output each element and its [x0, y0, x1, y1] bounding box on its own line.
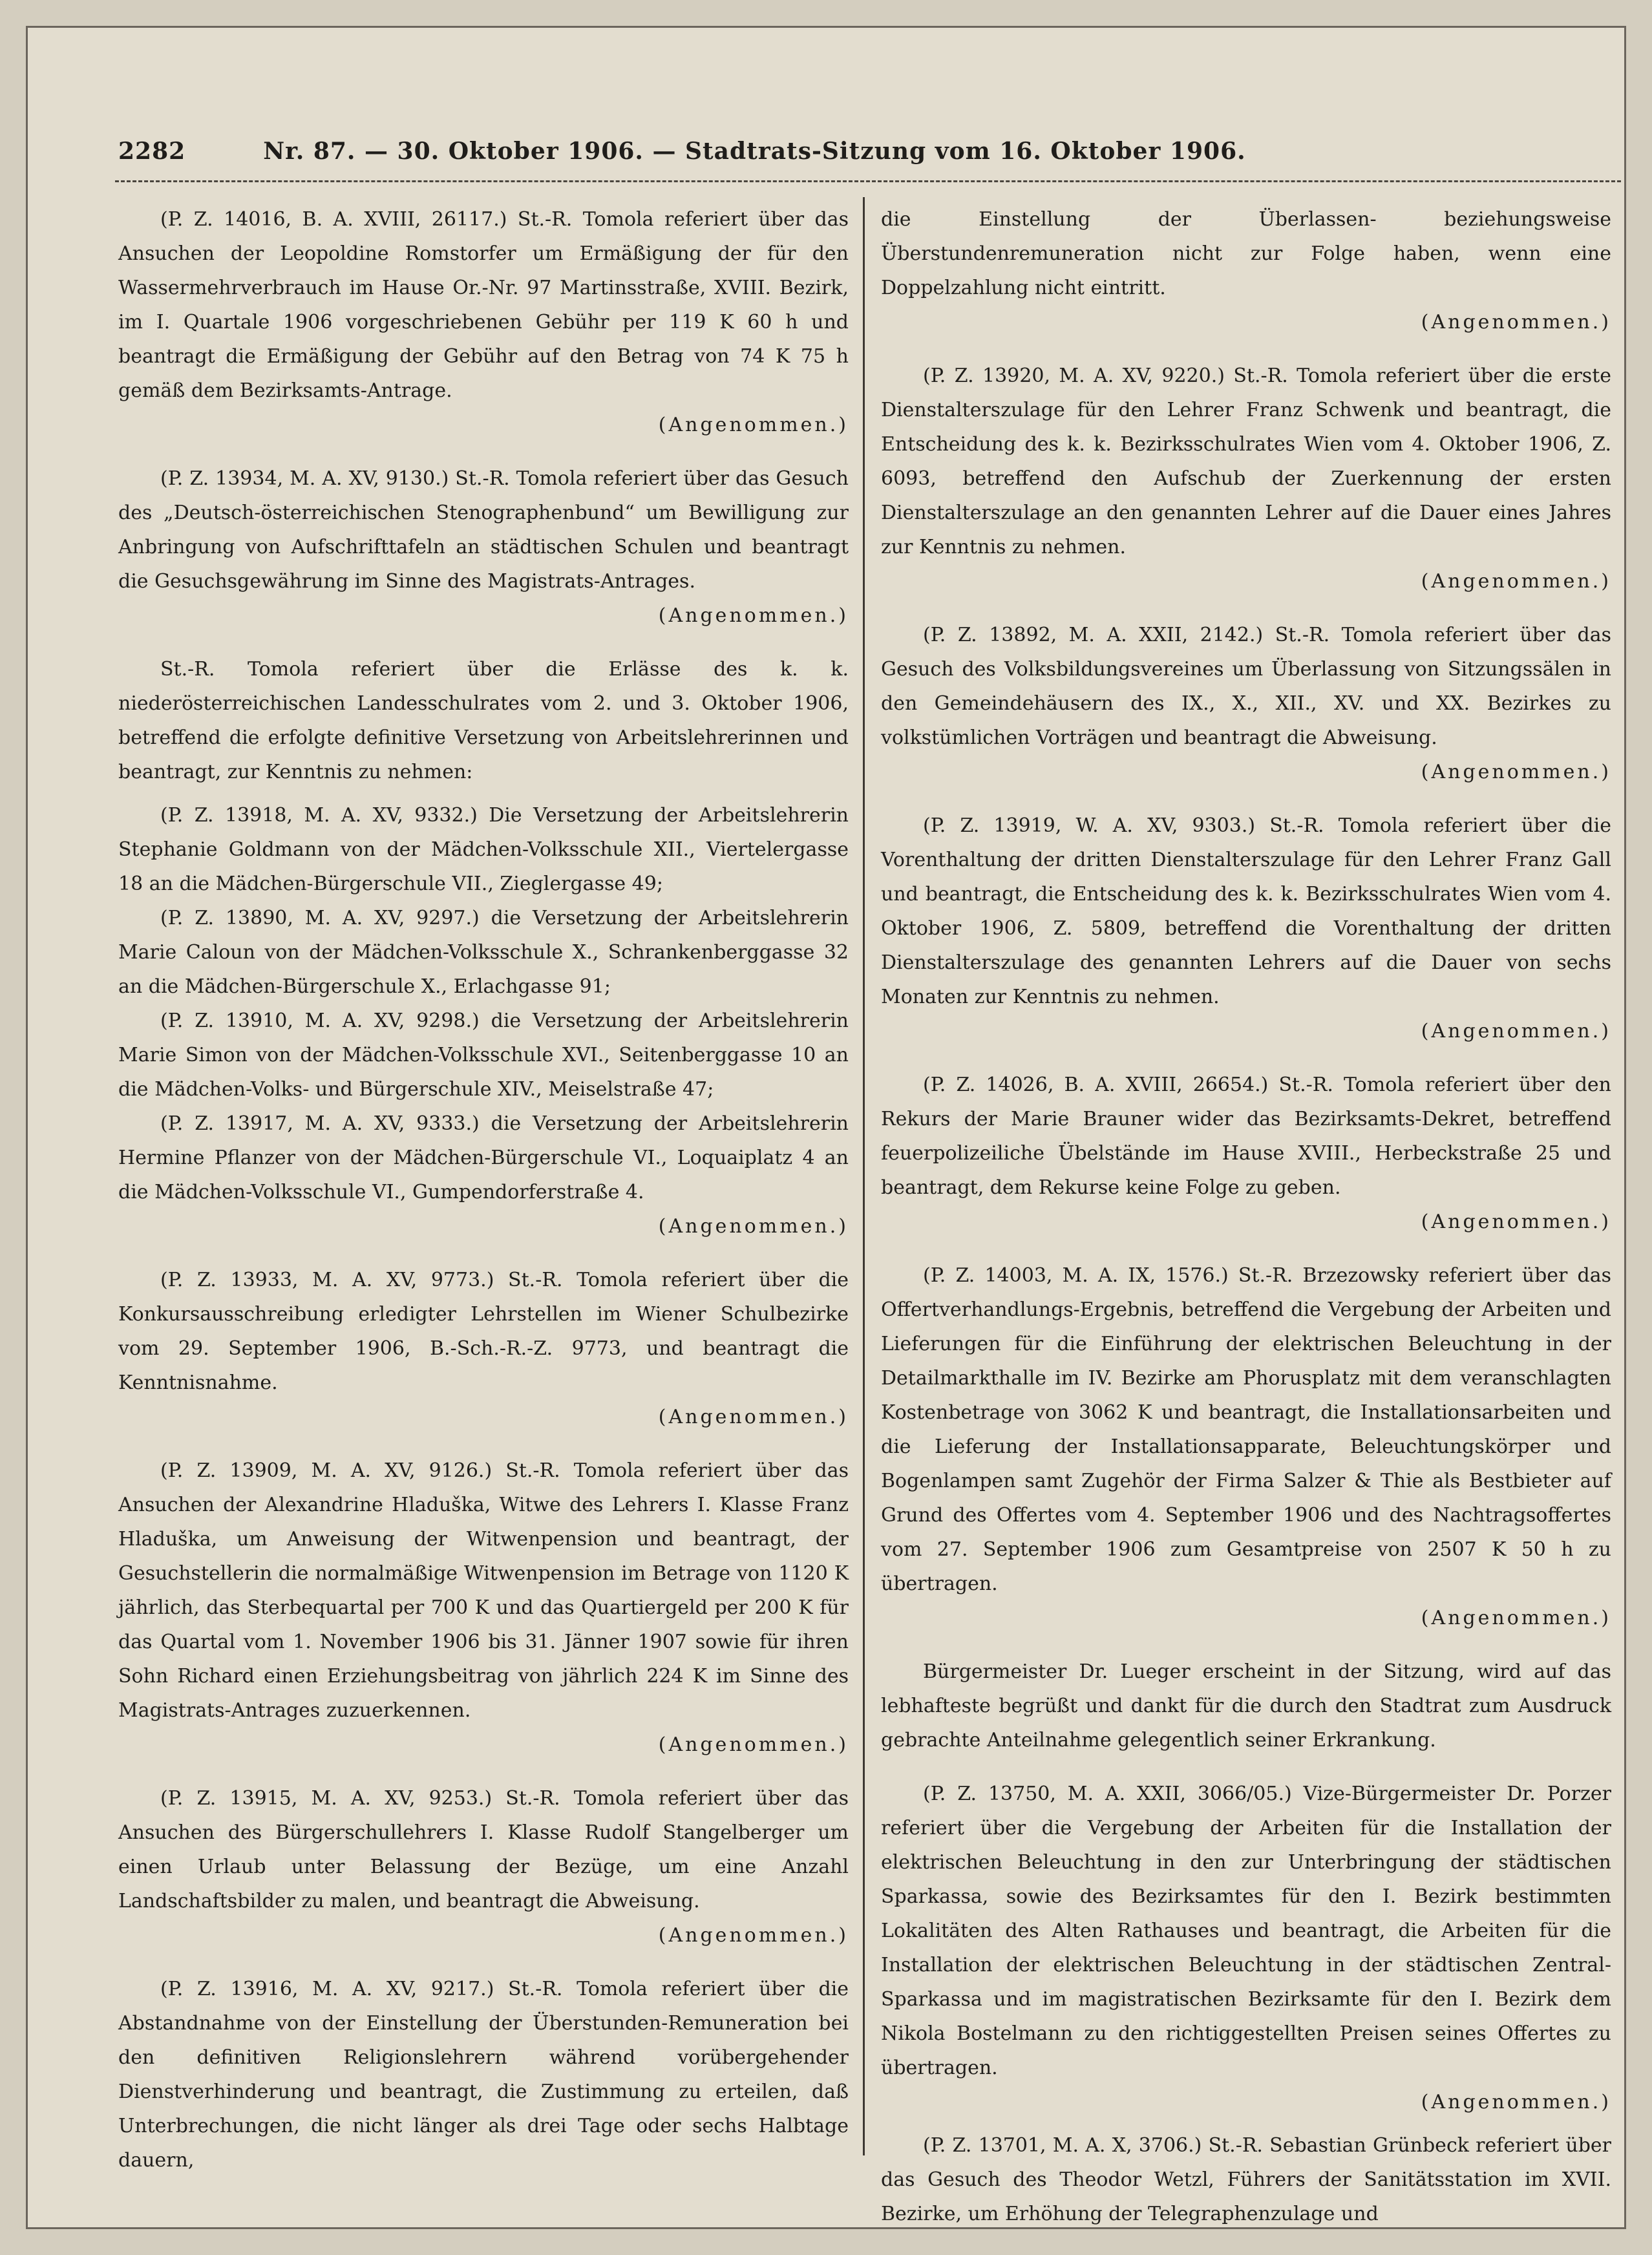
entry-paragraph: (P. Z. 14026, B. A. XVIII, 26654.) St.-R. Tomola referiert über den Rekurs der Marie Brauner wider das Bezirksamts-Dekret, betreffend feuerpolizeiliche Übelstände im Hause XVIII., Herbeckstraße 25 und beantragt, dem Rekurse keine Folge zu geben. — [881, 1074, 1611, 1199]
resolution-label: (Angenommen.) — [1421, 1020, 1611, 1043]
right-column — [881, 202, 1611, 2231]
resolution-label: (Angenommen.) — [658, 1924, 849, 1947]
page-number: 2282 — [118, 138, 186, 165]
entry-paragraph: (P. Z. 13892, M. A. XXII, 2142.) St.-R. Tomola referiert über das Gesuch des Volksbildungsvereines um Überlassung von Sitzungssälen in den Gemeindehäusern des IX., X., XII., XV. und XX. Bezirkes zu volkstümlichen Vorträgen und beantragt die Abweisung. — [881, 624, 1611, 749]
resolution-label: (Angenommen.) — [1421, 761, 1611, 783]
entry-paragraph: (P. Z. 13920, M. A. XV, 9220.) St.-R. Tomola referiert über die erste Dienstalterszulage für den Lehrer Franz Schwenk und beantragt, die Entscheidung des k. k. Bezirksschulrates Wien vom 4. Oktober 1906, Z. 6093, betreffend den Aufschub der Zuerkennung der ersten Dienstalterszulage an den genannten Lehrer auf die Dauer eines Jahres zur Kenntnis zu nehmen. — [881, 365, 1611, 558]
column-divider — [863, 197, 865, 2155]
entry-paragraph: (P. Z. 14016, B. A. XVIII, 26117.) St.-R. Tomola referiert über das Ansuchen der Leopoldine Romstorfer um Ermäßigung der für den Wassermehrverbrauch im Hause Or.-Nr. 97 Martinsstraße, XVIII. Bezirk, im I. Quartale 1906 vorgeschriebenen Gebühr per 119 K 60 h und beantragt die Ermäßigung der Gebühr auf den Betrag von 74 K 75 h gemäß dem Bezirksamts-Antrage. — [118, 208, 849, 402]
page-header — [118, 138, 1314, 176]
entry-paragraph: (P. Z. 13919, W. A. XV, 9303.) St.-R. Tomola referiert über die Vorenthaltung der dritten Dienstalterszulage für den Lehrer Franz Gall und beantragt, die Entscheidung des k. k. Bezirksschulrates Wien vom 4. Oktober 1906, Z. 5809, betreffend die Vorenthaltung der dritten Dienstalterszulage des genannten Lehrers auf die Dauer von sechs Monaten zur Kenntnis zu nehmen. — [881, 814, 1611, 1008]
entry-paragraph: (P. Z. 13918, M. A. XV, 9332.) Die Versetzung der Arbeitslehrerin Stephanie Goldmann von der Mädchen-Volksschule XII., Viertelergasse 18 an die Mädchen-Bürgerschule VII., Zieglergasse 49; — [118, 804, 849, 895]
resolution-label: (Angenommen.) — [658, 414, 849, 436]
entry-paragraph: (P. Z. 13701, M. A. X, 3706.) St.-R. Sebastian Grünbeck referiert über das Gesuch des Theodor Wetzl, Führers der Sanitätsstation im XVII. Bezirke, um Erhöhung der Telegraphenzulage und — [881, 2134, 1611, 2225]
resolution-label: (Angenommen.) — [658, 604, 849, 627]
entry-paragraph: (P. Z. 13909, M. A. XV, 9126.) St.-R. Tomola referiert über das Ansuchen der Alexandrine Hladuška, Witwe des Lehrers I. Klasse Franz Hladuška, um Anweisung der Witwenpension und beantragt, der Gesuchstellerin die normalmäßige Witwenpension im Betrage von 1120 K jährlich, das Sterbequartal per 700 K und das Quartiergeld per 200 K für das Quartal vom 1. November 1906 bis 31. Jänner 1907 sowie für ihren Sohn Richard einen Erziehungsbeitrag von jährlich 224 K im Sinne des Magistrats-Antrages zuzuerkennen. — [118, 1459, 849, 1722]
resolution-label: (Angenommen.) — [1421, 2091, 1611, 2113]
resolution-label: (Angenommen.) — [658, 1406, 849, 1428]
header-rule — [115, 180, 1621, 182]
entry-paragraph: (P. Z. 13917, M. A. XV, 9333.) die Versetzung der Arbeitslehrerin Hermine Pflanzer von der Mädchen-Bürgerschule VI., Loquaiplatz 4 an die Mädchen-Volksschule VI., Gumpendorferstraße 4. — [118, 1112, 849, 1203]
entry-paragraph: (P. Z. 13750, M. A. XXII, 3066/05.) Vize-Bürgermeister Dr. Porzer referiert über die Vergebung der Arbeiten für die Installation der elektrischen Beleuchtung in den zur Unterbringung der städtischen Sparkassa, sowie des Bezirksamtes für den I. Bezirk bestimmten Lokalitäten des Alten Rathauses und beantragt, die Arbeiten für die Installation der elektrischen Beleuchtung in der städtischen Zentral-Sparkassa und im magistratischen Bezirksamte für den I. Bezirk dem Nikola Bostelmann zu den richtiggestellten Preisen seines Offertes zu übertragen. — [881, 1783, 1611, 2079]
resolution-label: (Angenommen.) — [1421, 1211, 1611, 1233]
entry-paragraph: Bürgermeister Dr. Lueger erscheint in der Sitzung, wird auf das lebhafteste begrüßt und dankt für die durch den Stadtrat zum Ausdruck gebrachte Anteilnahme gelegentlich seiner Erkrankung. — [881, 1660, 1611, 1752]
left-column — [118, 202, 849, 2177]
resolution-label: (Angenommen.) — [658, 1215, 849, 1238]
entry-paragraph: St.-R. Tomola referiert über die Erlässe des k. k. niederösterreichischen Landesschulrates vom 2. und 3. Oktober 1906, betreffend die erfolgte definitive Versetzung von Arbeitslehrerinnen und beantragt, zur Kenntnis zu nehmen: — [118, 658, 849, 783]
resolution-label: (Angenommen.) — [1421, 1607, 1611, 1629]
entry-paragraph: (P. Z. 13915, M. A. XV, 9253.) St.-R. Tomola referiert über das Ansuchen des Bürgerschullehrers I. Klasse Rudolf Stangelberger um einen Urlaub unter Belassung der Bezüge, um eine Anzahl Landschaftsbilder zu malen, und beantragt die Abweisung. — [118, 1787, 849, 1912]
entry-paragraph: (P. Z. 13890, M. A. XV, 9297.) die Versetzung der Arbeitslehrerin Marie Caloun von der Mädchen-Volksschule X., Schrankenberggasse 32 an die Mädchen-Bürgerschule X., Erlachgasse 91; — [118, 907, 849, 998]
entry-paragraph: (P. Z. 13910, M. A. XV, 9298.) die Versetzung der Arbeitslehrerin Marie Simon von der Mädchen-Volksschule XVI., Seitenberggasse 10 an die Mädchen-Volks- und Bürgerschule XIV., Meiselstraße 47; — [118, 1010, 849, 1101]
entry-paragraph: (P. Z. 13933, M. A. XV, 9773.) St.-R. Tomola referiert über die Konkursausschreibung erledigter Lehrstellen im Wiener Schulbezirke vom 29. September 1906, B.-Sch.-R.-Z. 9773, und beantragt die Kenntnisnahme. — [118, 1269, 849, 1394]
resolution-label: (Angenommen.) — [1421, 570, 1611, 593]
entry-paragraph: die Einstellung der Überlassen- beziehungsweise Überstundenremuneration nicht zur Folge haben, wenn eine Doppelzahlung nicht eintritt. — [881, 208, 1611, 299]
newspaper-page — [26, 26, 1626, 2229]
entry-paragraph: (P. Z. 13934, M. A. XV, 9130.) St.-R. Tomola referiert über das Gesuch des „Deutsch-österreichischen Stenographenbund“ um Bewilligung zur Anbringung von Aufschrifttafeln an städtischen Schulen und beantragt die Gesuchsgewährung im Sinne des Magistrats-Antrages. — [118, 467, 849, 593]
resolution-label: (Angenommen.) — [658, 1733, 849, 1756]
header-title: Nr. 87. — 30. Oktober 1906. — Stadtrats-Sitzung vom 16. Oktober 1906. — [263, 138, 1246, 165]
entry-paragraph: (P. Z. 13916, M. A. XV, 9217.) St.-R. Tomola referiert über die Abstandnahme von der Einstellung der Überstunden-Remuneration bei den definitiven Religionslehrern während vorübergehender Dienstverhinderung und beantragt, die Zustimmung zu erteilen, daß Unterbrechungen, die nicht länger als drei Tage oder sechs Halbtage dauern, — [118, 1978, 849, 2172]
resolution-label: (Angenommen.) — [1421, 311, 1611, 333]
entry-paragraph: (P. Z. 14003, M. A. IX, 1576.) St.-R. Brzezowsky referiert über das Offertverhandlungs-Ergebnis, betreffend die Vergebung der Arbeiten und Lieferungen für die Einführung der elektrischen Beleuchtung in der Detailmarkthalle im IV. Bezirke am Phorusplatz mit dem veranschlagten Kostenbetrage von 3062 K und beantragt, die Installationsarbeiten und die Lieferung der Installationsapparate, Beleuchtungskörper und Bogenlampen samt Zugehör der Firma Salzer & Thie als Bestbieter auf Grund des Offertes vom 4. September 1906 und des Nachtragsoffertes vom 27. September 1906 zum Gesamtpreise von 2507 K 50 h zu übertragen. — [881, 1264, 1611, 1595]
